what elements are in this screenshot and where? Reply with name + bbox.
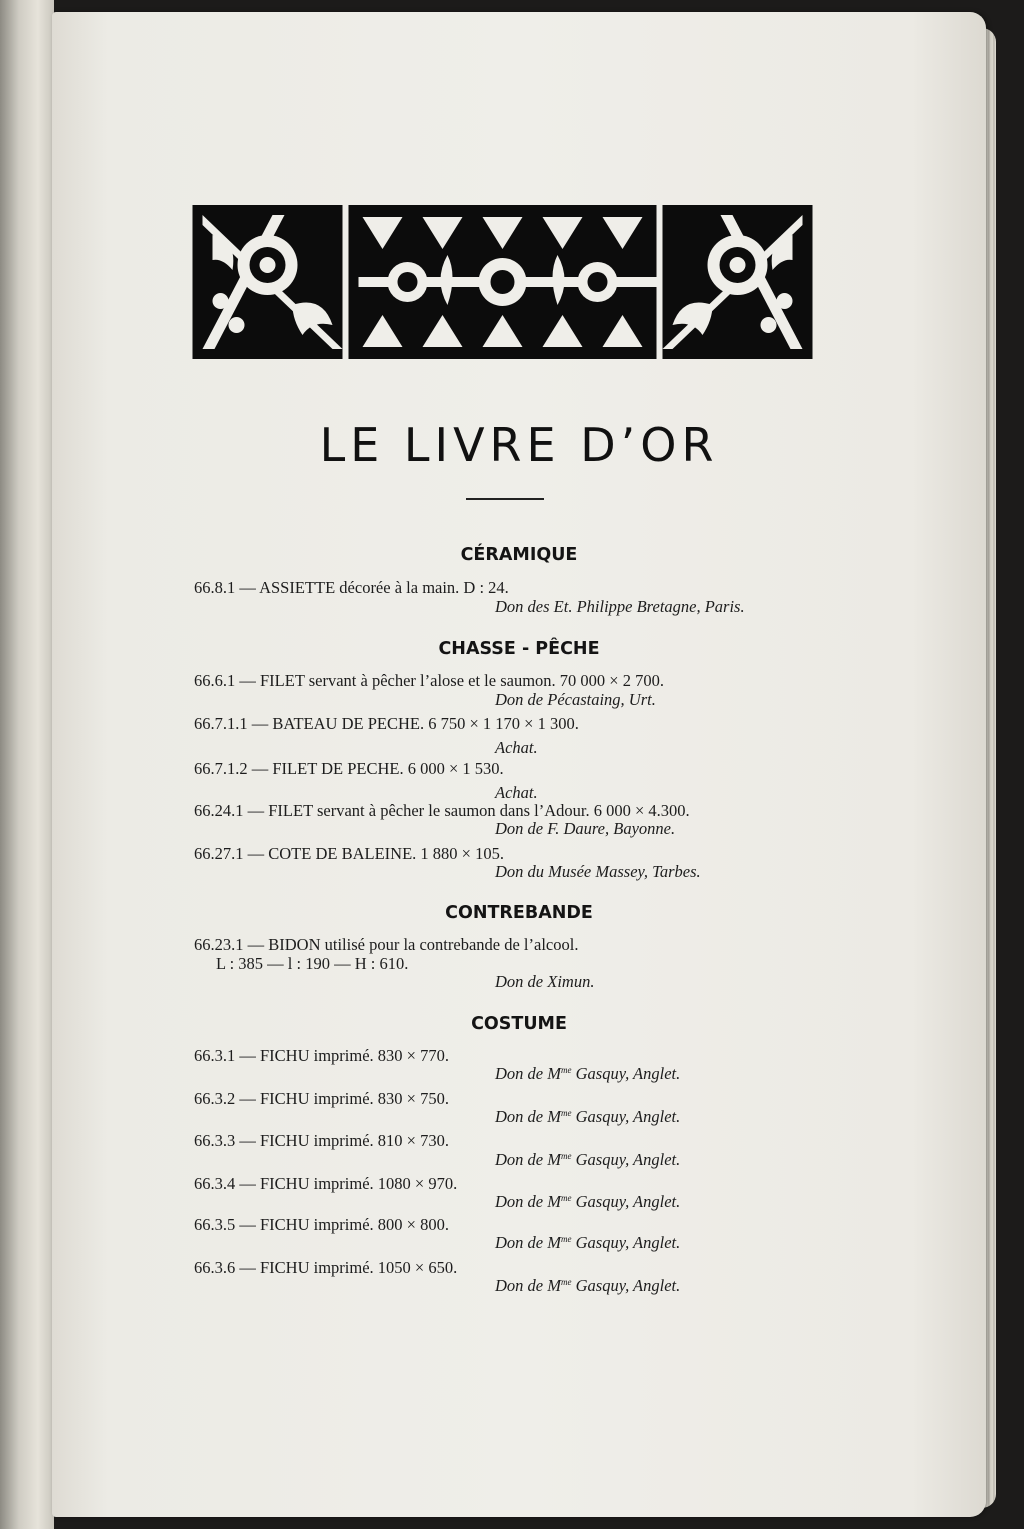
catalog-entry: 66.3.1 — FICHU imprimé. 830 × 770. <box>194 1046 449 1065</box>
catalog-entry: 66.24.1 — FILET servant à pêcher le saumon dans l’Adour. 6 000 × 4.300. <box>194 801 690 820</box>
donor-line: Don des Et. Philippe Bretagne, Paris. <box>495 597 745 616</box>
catalog-entry: 66.3.6 — FICHU imprimé. 1050 × 650. <box>194 1258 458 1277</box>
donor-line: Don de Ximun. <box>495 972 595 991</box>
catalog-entry: 66.23.1 — BIDON utilisé pour la contrebande de l’alcool. <box>194 935 579 954</box>
catalog-entry: 66.3.2 — FICHU imprimé. 830 × 750. <box>194 1089 449 1108</box>
section-heading: CÉRAMIQUE <box>460 545 578 565</box>
donor-line: Don de $M^{me}$ Gasquy, Anglet. <box>495 1064 681 1083</box>
catalog-entry: 66.7.1.1 — BATEAU DE PECHE. 6 750 × 1 170 × 1 300. <box>194 714 579 733</box>
title-underline <box>466 498 544 500</box>
section-heading: CHASSE - PÊCHE <box>438 639 600 659</box>
donor-line: Don de $M^{me}$ Gasquy, Anglet. <box>495 1107 681 1126</box>
catalog-entry: 66.3.3 — FICHU imprimé. 810 × 730. <box>194 1131 449 1150</box>
donor-line: Don de $M^{me}$ Gasquy, Anglet. <box>495 1276 681 1295</box>
catalog-entry-dimensions: L : 385 — l : 190 — H : 610. <box>216 954 409 973</box>
catalog-entry: 66.7.1.2 — FILET DE PECHE. 6 000 × 1 530. <box>194 759 504 778</box>
catalog-entry: 66.3.5 — FICHU imprimé. 800 × 800. <box>194 1215 449 1234</box>
donor-line: Don de F. Daure, Bayonne. <box>495 819 676 838</box>
page-title: LE LIVRE D’OR <box>319 418 719 472</box>
catalog-entry: 66.8.1 — ASSIETTE décorée à la main. D : 24. <box>194 578 509 597</box>
catalog-entry: 66.3.4 — FICHU imprimé. 1080 × 970. <box>194 1174 458 1193</box>
previous-page-edge <box>0 0 54 1529</box>
catalog-entry: 66.27.1 — COTE DE BALEINE. 1 880 × 105. <box>194 844 504 863</box>
donor-line: Don de $M^{me}$ Gasquy, Anglet. <box>495 1150 681 1169</box>
donor-line: Don de Pécastaing, Urt. <box>495 690 656 709</box>
catalog-entry: 66.6.1 — FILET servant à pêcher l’alose et le saumon. 70 000 × 2 700. <box>194 671 664 690</box>
donor-line: Don de $M^{me}$ Gasquy, Anglet. <box>495 1192 681 1211</box>
donor-line: Don du Musée Massey, Tarbes. <box>495 862 701 881</box>
section-heading: CONTREBANDE <box>445 903 593 923</box>
ornament-frieze <box>192 205 813 359</box>
donor-line: Don de $M^{me}$ Gasquy, Anglet. <box>495 1233 681 1252</box>
section-heading: COSTUME <box>471 1014 567 1034</box>
donor-line: Achat. <box>495 738 538 757</box>
donor-line: Achat. <box>495 783 538 802</box>
